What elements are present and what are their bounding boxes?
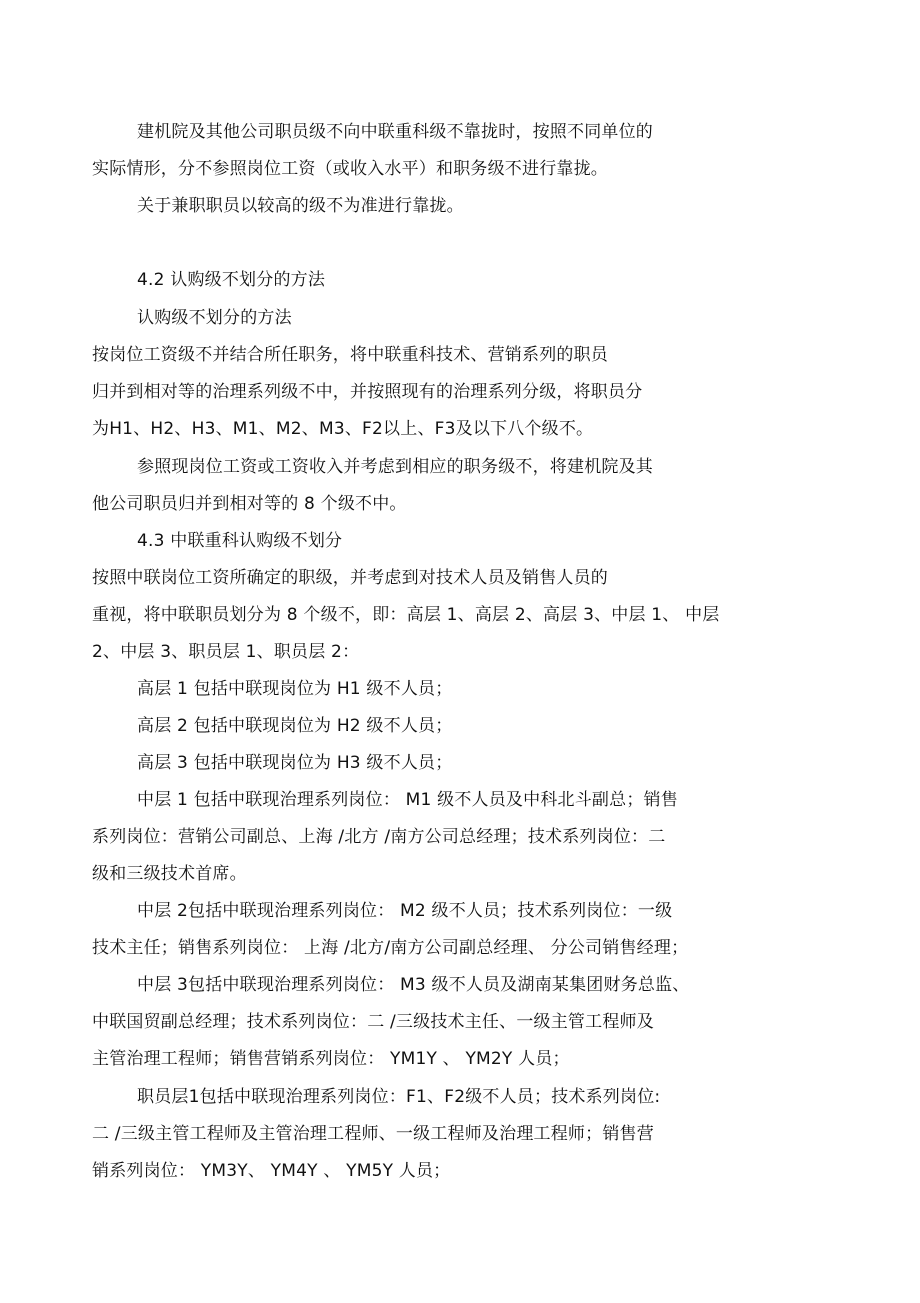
paragraph-line: 高层 3 包括中联现岗位为 H3 级不人员； — [137, 753, 453, 773]
section-heading: 4.2 认购级不划分的方法 — [137, 270, 326, 290]
paragraph-line: 按照中联岗位工资所确定的职级，并考虑到对技术人员及销售人员的 — [92, 568, 608, 588]
paragraph-line: 销系列岗位： YM3Y、 YM4Y 、 YM5Y 人员； — [92, 1161, 451, 1181]
paragraph-line: 为H1、H2、H3、M1、M2、M3、F2以上、F3及以下八个级不。 — [92, 419, 594, 439]
paragraph-line: 职员层1包括中联现治理系列岗位：F1、F2级不人员；技术系列岗位: — [137, 1087, 661, 1107]
paragraph-line: 归并到相对等的治理系列级不中，并按照现有的治理系列分级，将职员分 — [92, 382, 643, 402]
paragraph-line: 中联国贸副总经理；技术系列岗位：二 /三级技术主任、一级主管工程师及 — [92, 1012, 654, 1032]
paragraph-line: 系列岗位：营销公司副总、上海 /北方 /南方公司总经理；技术系列岗位：二 — [92, 827, 666, 847]
paragraph-line: 他公司职员归并到相对等的 8 个级不中。 — [92, 494, 407, 514]
paragraph-line: 中层 1 包括中联现治理系列岗位： M1 级不人员及中科北斗副总；销售 — [137, 790, 678, 810]
paragraph-line: 按岗位工资级不并结合所任职务，将中联重科技术、营销系列的职员 — [92, 345, 608, 365]
paragraph-line: 高层 1 包括中联现岗位为 H1 级不人员； — [137, 679, 453, 699]
paragraph-line: 参照现岗位工资或工资收入并考虑到相应的职务级不，将建机院及其 — [137, 457, 653, 477]
paragraph-line: 建机院及其他公司职员级不向中联重科级不靠拢时，按照不同单位的 — [137, 122, 653, 142]
paragraph-line: 中层 3包括中联现治理系列岗位： M3 级不人员及湖南某集团财务总监、 — [137, 975, 690, 995]
paragraph-line: 中层 2包括中联现治理系列岗位： M2 级不人员；技术系列岗位：一级 — [137, 901, 673, 921]
paragraph-line: 主管治理工程师；销售营销系列岗位： YM1Y 、 YM2Y 人员； — [92, 1049, 570, 1069]
paragraph-line: 级和三级技术首席。 — [92, 864, 247, 884]
section-heading: 4.3 中联重科认购级不划分 — [137, 531, 343, 551]
paragraph-line: 关于兼职职员以较高的级不为准进行靠拢。 — [137, 196, 464, 216]
paragraph-line: 重视，将中联职员划分为 8 个级不，即：高层 1、高层 2、高层 3、中层 1、 中层 — [92, 605, 720, 625]
paragraph-line: 2、中层 3、职员层 1、职员层 2： — [92, 642, 360, 662]
subheading: 认购级不划分的方法 — [137, 308, 292, 328]
paragraph-line: 高层 2 包括中联现岗位为 H2 级不人员； — [137, 716, 453, 736]
paragraph-line: 实际情形，分不参照岗位工资（或收入水平）和职务级不进行靠拢。 — [92, 159, 608, 179]
paragraph-line: 二 /三级主管工程师及主管治理工程师、一级工程师及治理工程师；销售营 — [92, 1124, 654, 1144]
paragraph-line: 技术主任；销售系列岗位： 上海 /北方/南方公司副总经理、 分公司销售经理； — [92, 938, 689, 958]
